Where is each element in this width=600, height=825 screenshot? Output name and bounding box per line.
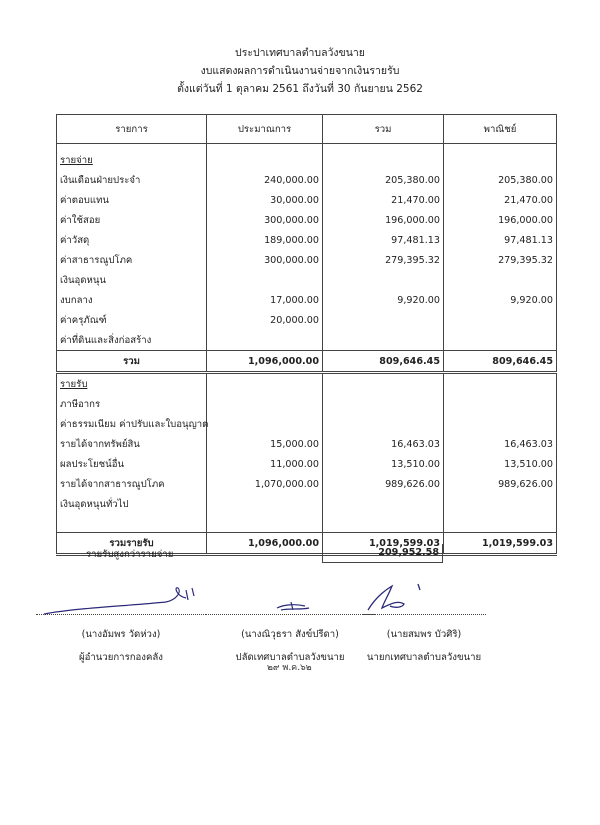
row-commerce bbox=[444, 414, 557, 434]
document-header bbox=[0, 44, 600, 98]
row-label: ภาษีอากร bbox=[57, 394, 207, 414]
row-total bbox=[323, 394, 444, 414]
row-label: ค่าวัสดุ bbox=[57, 230, 207, 250]
row-total: 21,470.00 bbox=[323, 190, 444, 210]
row-budget: 30,000.00 bbox=[207, 190, 323, 210]
income-total-budget: 1,096,000.00 bbox=[207, 533, 323, 555]
signatory-name: (นางอัมพร วัดห่วง) bbox=[81, 629, 161, 640]
row-label: ค่าใช้สอย bbox=[57, 210, 207, 230]
table-row bbox=[57, 434, 557, 454]
row-total: 279,395.32 bbox=[323, 250, 444, 270]
row-budget: 11,000.00 bbox=[207, 454, 323, 474]
row-total: 16,463.03 bbox=[323, 434, 444, 454]
row-label: รายได้จากสาธารณูปโภค bbox=[57, 474, 207, 494]
ledger-table bbox=[56, 114, 557, 556]
section-row-income bbox=[57, 373, 557, 395]
row-budget: 300,000.00 bbox=[207, 210, 323, 230]
row-total: 97,481.13 bbox=[323, 230, 444, 250]
table-row bbox=[57, 494, 557, 514]
row-commerce bbox=[444, 330, 557, 351]
row-commerce: 97,481.13 bbox=[444, 230, 557, 250]
row-label: เงินอุดหนุน bbox=[57, 270, 207, 290]
handwritten-date: ๒๙ พ.ค.๖๒ bbox=[267, 663, 312, 673]
col-header-item: รายการ bbox=[57, 115, 207, 144]
row-total bbox=[323, 414, 444, 434]
surplus-row bbox=[56, 544, 556, 564]
col-header-commerce: พาณิชย์ bbox=[444, 115, 557, 144]
signature-block-finance bbox=[36, 578, 206, 665]
spacer-row bbox=[57, 514, 557, 533]
table-row bbox=[57, 270, 557, 290]
row-budget bbox=[207, 394, 323, 414]
row-total: 989,626.00 bbox=[323, 474, 444, 494]
row-label: งบกลาง bbox=[57, 290, 207, 310]
row-label: ค่าที่ดินและสิ่งก่อสร้าง bbox=[57, 330, 207, 351]
col-header-budget: ประมาณการ bbox=[207, 115, 323, 144]
row-commerce: 21,470.00 bbox=[444, 190, 557, 210]
row-total: 196,000.00 bbox=[323, 210, 444, 230]
row-commerce bbox=[444, 394, 557, 414]
row-total: 205,380.00 bbox=[323, 170, 444, 190]
row-total bbox=[323, 494, 444, 514]
row-commerce bbox=[444, 270, 557, 290]
table-row bbox=[57, 310, 557, 330]
surplus-label: รายรับสูงกว่ารายจ่าย bbox=[86, 549, 174, 560]
row-budget: 300,000.00 bbox=[207, 250, 323, 270]
table-row bbox=[57, 474, 557, 494]
table-row bbox=[57, 210, 557, 230]
row-budget: 189,000.00 bbox=[207, 230, 323, 250]
signature-line bbox=[205, 578, 375, 615]
expense-total-label: รวม bbox=[57, 351, 207, 373]
row-total bbox=[323, 270, 444, 290]
row-budget bbox=[207, 330, 323, 351]
row-budget bbox=[207, 414, 323, 434]
table-row bbox=[57, 190, 557, 210]
expense-total-commerce: 809,646.45 bbox=[444, 351, 557, 373]
row-budget: 240,000.00 bbox=[207, 170, 323, 190]
row-budget: 15,000.00 bbox=[207, 434, 323, 454]
table-row bbox=[57, 454, 557, 474]
table-row bbox=[57, 330, 557, 351]
income-section-label: รายรับ bbox=[57, 373, 207, 395]
row-total: 13,510.00 bbox=[323, 454, 444, 474]
table-row bbox=[57, 394, 557, 414]
row-budget: 1,070,000.00 bbox=[207, 474, 323, 494]
expense-total-total: 809,646.45 bbox=[323, 351, 444, 373]
signature-line bbox=[362, 578, 486, 615]
income-total-commerce: 1,019,599.03 bbox=[444, 533, 557, 555]
row-label: ค่าสาธารณูปโภค bbox=[57, 250, 207, 270]
expense-section-label: รายจ่าย bbox=[57, 150, 207, 170]
row-budget bbox=[207, 494, 323, 514]
section-row-expense bbox=[57, 150, 557, 170]
row-label: เงินเดือนฝ่ายประจำ bbox=[57, 170, 207, 190]
row-label: ค่าตอบแทน bbox=[57, 190, 207, 210]
row-commerce bbox=[444, 310, 557, 330]
signatory-position: ผู้อำนวยการกองคลัง bbox=[79, 652, 163, 663]
col-header-total: รวม bbox=[323, 115, 444, 144]
handwritten-signature bbox=[362, 578, 486, 618]
table-row bbox=[57, 170, 557, 190]
row-commerce: 9,920.00 bbox=[444, 290, 557, 310]
surplus-value: 209,952.58 bbox=[322, 544, 443, 563]
signatory-position: ปลัดเทศบาลตำบลวังขนาย bbox=[235, 652, 345, 663]
row-commerce: 279,395.32 bbox=[444, 250, 557, 270]
row-commerce: 13,510.00 bbox=[444, 454, 557, 474]
row-label: ผลประโยชน์อื่น bbox=[57, 454, 207, 474]
signatory-name: (นางณิวุธรา สังข์ปรีดา) bbox=[241, 629, 339, 640]
row-budget bbox=[207, 270, 323, 290]
table-header-row bbox=[57, 115, 557, 144]
handwritten-signature bbox=[36, 578, 206, 618]
expense-total-row bbox=[57, 351, 557, 373]
row-commerce: 16,463.03 bbox=[444, 434, 557, 454]
row-commerce bbox=[444, 494, 557, 514]
signatory-position: นายกเทศบาลตำบลวังขนาย bbox=[366, 652, 482, 663]
row-label: ค่าครุภัณฑ์ bbox=[57, 310, 207, 330]
income-total-label: รวมรายรับ bbox=[57, 533, 207, 555]
row-total bbox=[323, 310, 444, 330]
handwritten-signature bbox=[205, 578, 375, 618]
row-label: รายได้จากทรัพย์สิน bbox=[57, 434, 207, 454]
organization-name: ประปาเทศบาลตำบลวังขนาย bbox=[235, 47, 365, 59]
row-commerce: 989,626.00 bbox=[444, 474, 557, 494]
signature-block-mayor bbox=[362, 578, 486, 665]
table-row bbox=[57, 230, 557, 250]
row-total: 9,920.00 bbox=[323, 290, 444, 310]
table-row bbox=[57, 290, 557, 310]
signatory-name: (นายสมพร บัวศิริ) bbox=[386, 629, 462, 640]
row-commerce: 196,000.00 bbox=[444, 210, 557, 230]
income-total-total: 1,019,599.03 bbox=[323, 533, 444, 555]
table-row bbox=[57, 414, 557, 434]
row-label: เงินอุดหนุนทั่วไป bbox=[57, 494, 207, 514]
expense-total-budget: 1,096,000.00 bbox=[207, 351, 323, 373]
table-row bbox=[57, 250, 557, 270]
signature-block-clerk bbox=[205, 578, 375, 673]
row-budget: 17,000.00 bbox=[207, 290, 323, 310]
row-commerce: 205,380.00 bbox=[444, 170, 557, 190]
row-budget: 20,000.00 bbox=[207, 310, 323, 330]
row-total bbox=[323, 330, 444, 351]
row-label: ค่าธรรมเนียม ค่าปรับและใบอนุญาต bbox=[57, 414, 207, 434]
signature-line bbox=[36, 578, 206, 615]
statement-period: ตั้งแต่วันที่ 1 ตุลาคม 2561 ถึงวันที่ 30 กันยายน 2562 bbox=[177, 83, 423, 95]
statement-title: งบแสดงผลการดำเนินงานจ่ายจากเงินรายรับ bbox=[200, 65, 400, 77]
